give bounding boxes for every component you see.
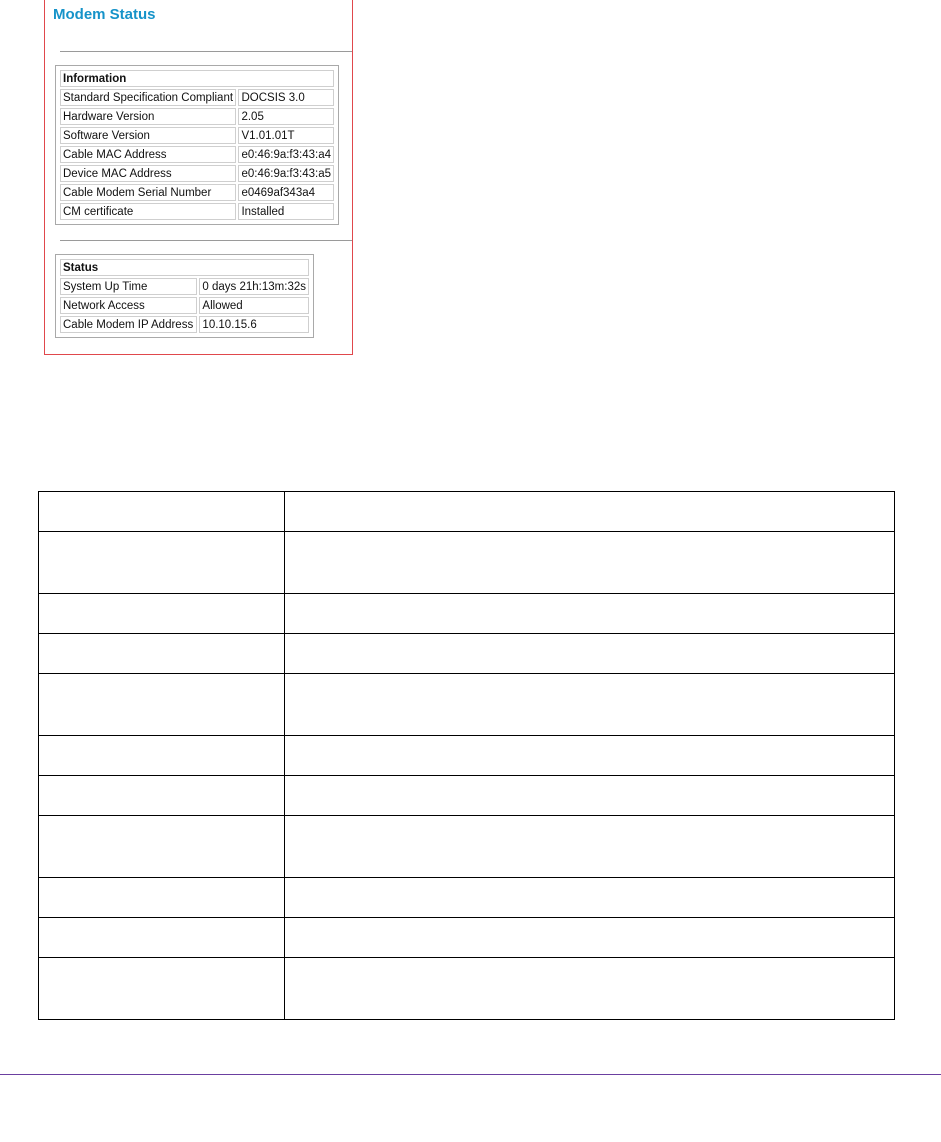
table-row [60, 203, 334, 220]
table-row [60, 108, 334, 125]
status-table [55, 254, 314, 338]
row-label: Cable MAC Address [60, 146, 236, 163]
field-description-table [38, 491, 895, 1020]
table-cell [285, 918, 895, 958]
row-value: V1.01.01T [238, 127, 334, 144]
table-cell [39, 492, 285, 532]
table-row [39, 816, 895, 878]
footer-rule [0, 1074, 941, 1075]
divider [60, 51, 352, 52]
row-label: Hardware Version [60, 108, 236, 125]
table-cell [285, 492, 895, 532]
table-row [60, 89, 334, 106]
table-row [39, 594, 895, 634]
row-value: e0:46:9a:f3:43:a5 [238, 165, 334, 182]
table-row [39, 878, 895, 918]
table-cell [39, 736, 285, 776]
row-label: Network Access [60, 297, 197, 314]
table-row [60, 184, 334, 201]
row-label: Device MAC Address [60, 165, 236, 182]
row-label: Cable Modem Serial Number [60, 184, 236, 201]
status-heading: Status [60, 259, 309, 276]
table-cell [39, 958, 285, 1020]
row-value: 10.10.15.6 [199, 316, 309, 333]
table-row [60, 165, 334, 182]
table-cell [39, 532, 285, 594]
page-title: Modem Status [53, 6, 156, 23]
row-value: DOCSIS 3.0 [238, 89, 334, 106]
table-cell [39, 918, 285, 958]
table-cell [285, 594, 895, 634]
table-cell [39, 594, 285, 634]
table-cell [285, 776, 895, 816]
row-label: Software Version [60, 127, 236, 144]
table-row [39, 958, 895, 1020]
information-heading: Information [60, 70, 334, 87]
row-value: 0 days 21h:13m:32s [199, 278, 309, 295]
modem-status-screenshot [44, 0, 353, 355]
table-cell [285, 816, 895, 878]
table-cell [285, 878, 895, 918]
table-cell [39, 816, 285, 878]
table-row [39, 776, 895, 816]
row-value: Installed [238, 203, 334, 220]
table-cell [39, 878, 285, 918]
row-label: Cable Modem IP Address [60, 316, 197, 333]
table-cell [39, 674, 285, 736]
table-cell [39, 634, 285, 674]
table-row [39, 736, 895, 776]
table-row [39, 532, 895, 594]
table-cell [39, 776, 285, 816]
table-cell [285, 674, 895, 736]
table-row [60, 316, 309, 333]
row-value: Allowed [199, 297, 309, 314]
row-label: Standard Specification Compliant [60, 89, 236, 106]
row-value: e0:46:9a:f3:43:a4 [238, 146, 334, 163]
table-row [60, 297, 309, 314]
row-value: 2.05 [238, 108, 334, 125]
table-header-row [39, 492, 895, 532]
row-label: CM certificate [60, 203, 236, 220]
table-row [60, 278, 309, 295]
information-table [55, 65, 339, 225]
row-value: e0469af343a4 [238, 184, 334, 201]
table-cell [285, 634, 895, 674]
table-cell [285, 958, 895, 1020]
table-row [39, 918, 895, 958]
table-row [60, 127, 334, 144]
table-cell [285, 532, 895, 594]
table-row [60, 146, 334, 163]
row-label: System Up Time [60, 278, 197, 295]
table-cell [285, 736, 895, 776]
table-row [39, 674, 895, 736]
table-row [39, 634, 895, 674]
divider [60, 240, 352, 241]
